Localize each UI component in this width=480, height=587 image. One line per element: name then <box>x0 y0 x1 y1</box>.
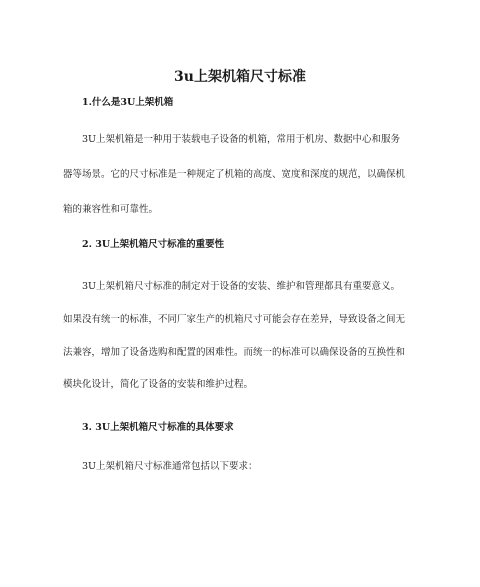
section-1-line-3: 箱的兼容性和可靠性。 <box>63 204 159 215</box>
section-1-heading: 1.什么是3U上架机箱 <box>82 97 174 108</box>
section-2-line-2: 如果没有统一的标准，不同厂家生产的机箱尺寸可能会存在差异，导致设备之间无 <box>63 314 406 325</box>
section-1-line-2: 器等场景。它的尺寸标准是一种规定了机箱的高度、宽度和深度的规范，以确保机 <box>63 169 406 180</box>
section-2-line-3: 法兼容，增加了设备选购和配置的困难性。而统一的标准可以确保设备的互换性和 <box>63 347 406 358</box>
section-3-line-1: 3U上架机箱尺寸标准通常包括以下要求： <box>82 461 258 472</box>
section-3-heading: 3. 3U上架机箱尺寸标准的具体要求 <box>82 422 234 433</box>
section-2-line-1: 3U上架机箱尺寸标准的制定对于设备的安装、维护和管理都具有重要意义。 <box>82 281 401 292</box>
section-1-line-1: 3U上架机箱是一种用于装载电子设备的机箱，常用于机房、数据中心和服务 <box>82 134 401 145</box>
section-2-heading: 2. 3U上架机箱尺寸标准的重要性 <box>82 239 225 250</box>
document-title: 3u上架机箱尺寸标准 <box>174 69 306 85</box>
section-2-line-4: 模块化设计，简化了设备的安装和维护过程。 <box>63 379 254 390</box>
